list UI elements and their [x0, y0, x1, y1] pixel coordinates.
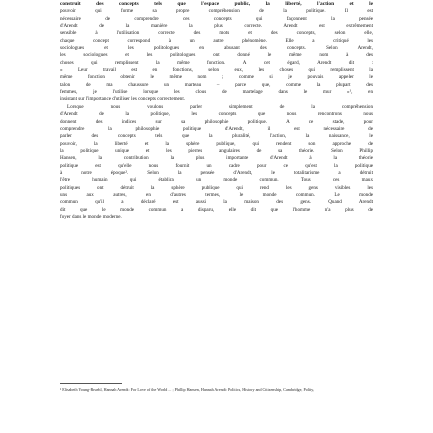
text-line: politiques ont détruit la sphère publique qui rend les gens visibles les	[60, 184, 373, 191]
text-line: nécessaire de comprendre ces concepts qui façonnent la pensée	[60, 15, 373, 22]
text-line: les sociologues et les politologues ont donné le même nom à des	[60, 52, 373, 59]
footnote: ¹ Elisabeth Young-Bruehl, Hannah Arendt: For Love of the World ... ; Phillip Hansen, Hannah Arendt: Politics, History and Citizenship, Cambridge, Polity,	[60, 387, 314, 392]
text-line: Lorsque nous voulons parler simplement de la compréhension	[67, 103, 373, 110]
text-line: d'Arendt de la manière la plus correcte. Arendt est extrêmement	[60, 23, 373, 30]
text-line: choses qui remplissent la même fonction. À cet égard, Arendt dit :	[60, 59, 373, 66]
text-line: la politique unique et les pierres angulaires de sa théorie. Selon Phillip	[60, 147, 373, 154]
text-line: comprendre la philosophie politique d'Arendt, il est nécessaire de	[60, 125, 373, 132]
text-line: pouvoir, la liberté et la sphère publique, qui rendent son approche de	[60, 140, 373, 147]
text-line: à notre époque². Selon la pensée d'Arendt, le totalitarisme a détruit	[60, 169, 373, 176]
text-line: foyer dans le monde moderne.	[60, 213, 122, 220]
text-line: donnent des indices sur sa philosophie politique. A ce stade, pour	[60, 118, 373, 125]
footnote-divider	[60, 383, 122, 384]
text-line: chaque concept correspond à un autre phénomène. Elle a critiqué les	[60, 37, 373, 44]
text-line: pouvoir qui forme sa propre compréhension de la politique. Il est	[60, 8, 373, 15]
text-line: sensible à l'utilisation correcte des mots et des concepts, selon elle,	[60, 30, 373, 37]
text-line: d'Arendt de la politique, les concepts que nous rencontrons nous	[60, 111, 373, 118]
text-line: construit des concepts tels que l'espace public, la liberté, l'action et le	[60, 1, 373, 7]
text-line: même fonction obtenir le même nom ; comme si je pouvais appeler le	[60, 74, 373, 81]
text-line: politique est qu'elle nous fournit un cadre pour ce qu'est la politique	[60, 162, 373, 169]
body-text	[60, 1, 373, 221]
text-line: insistant sur l'importance d'utiliser les concepts correctement.	[60, 96, 186, 103]
text-line: « Leur travail est en fonctions, selon eux, les choses qui remplissent la	[60, 67, 373, 74]
text-line: sociologues et les politologues en abusant des concepts. Selon Arendt,	[60, 45, 373, 52]
text-line: uns aux autres, en d'autres termes, le monde commun. Le monde	[60, 191, 373, 198]
text-line: femmes, je l'utilise lorsque les clous de martelage dans le mur »¹, en	[60, 89, 373, 96]
text-line: commun qu'il a déclaré est aussi la maison des gens. Quand Arendt	[60, 199, 373, 206]
text-line: parler des concepts tels que la pluralité, l'action, la naissance, le	[60, 133, 373, 140]
text-line: l'être humain qui établira un monde commun. Tous ces maux	[60, 177, 373, 184]
text-line: talon de ma chaussure un marteau – parce que, comme la plupart des	[60, 81, 373, 88]
text-line: dit que le monde commun a disparu, elle dit que l'homme n'a plus de	[60, 206, 373, 213]
text-line: Hansen, la contribution la plus importante d'Arendt à la théorie	[60, 155, 373, 162]
